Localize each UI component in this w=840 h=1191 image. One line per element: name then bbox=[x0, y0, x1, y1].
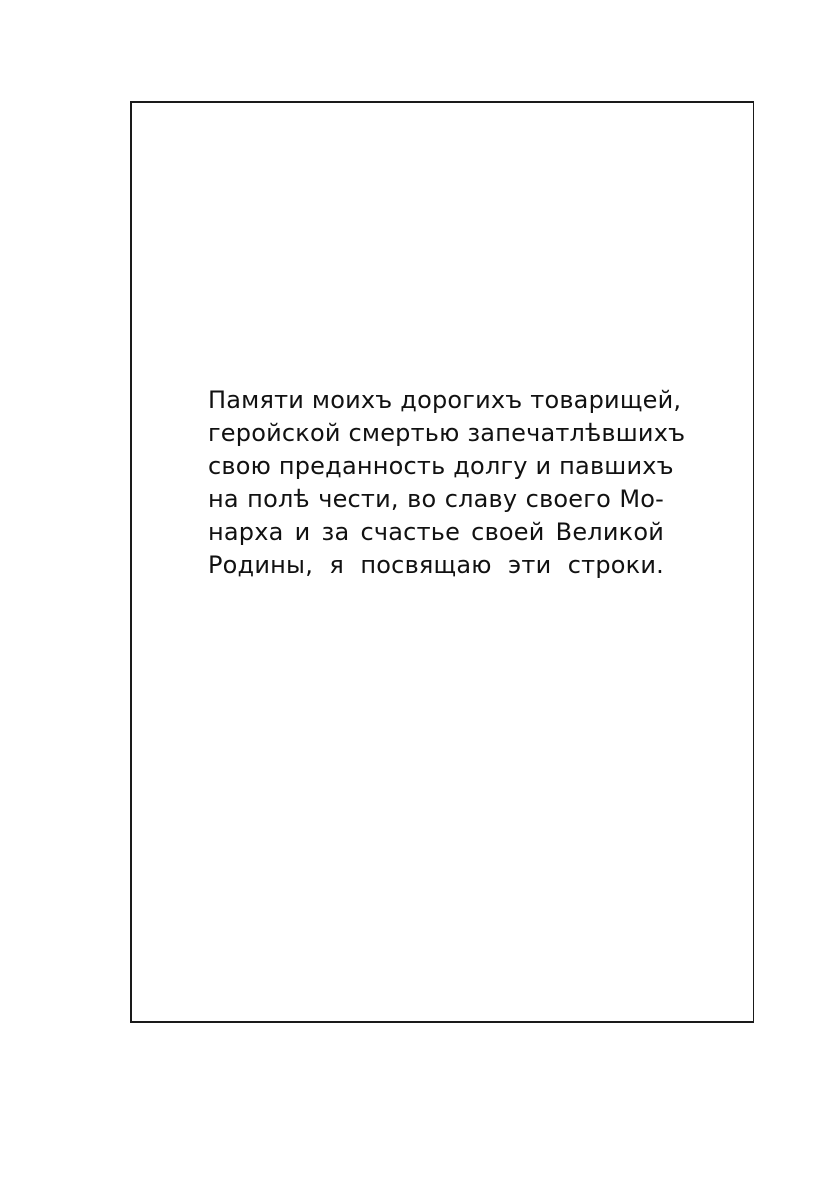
dedication-line-6: Родины, я посвящаю эти строки. bbox=[208, 551, 664, 579]
dedication-line-3: свою преданность долгу и павшихъ bbox=[208, 452, 674, 480]
dedication-line-4: на полѣ чести, во славу своего Мо- bbox=[208, 485, 664, 513]
dedication-line-1: Памяти моихъ дорогихъ товарищей, bbox=[208, 386, 682, 414]
dedication-text bbox=[208, 384, 686, 582]
dedication-line-5: нарха и за счастье своей Великой bbox=[208, 518, 664, 546]
dedication-line-2: геройской смертью запечатлѣвшихъ bbox=[208, 419, 686, 447]
